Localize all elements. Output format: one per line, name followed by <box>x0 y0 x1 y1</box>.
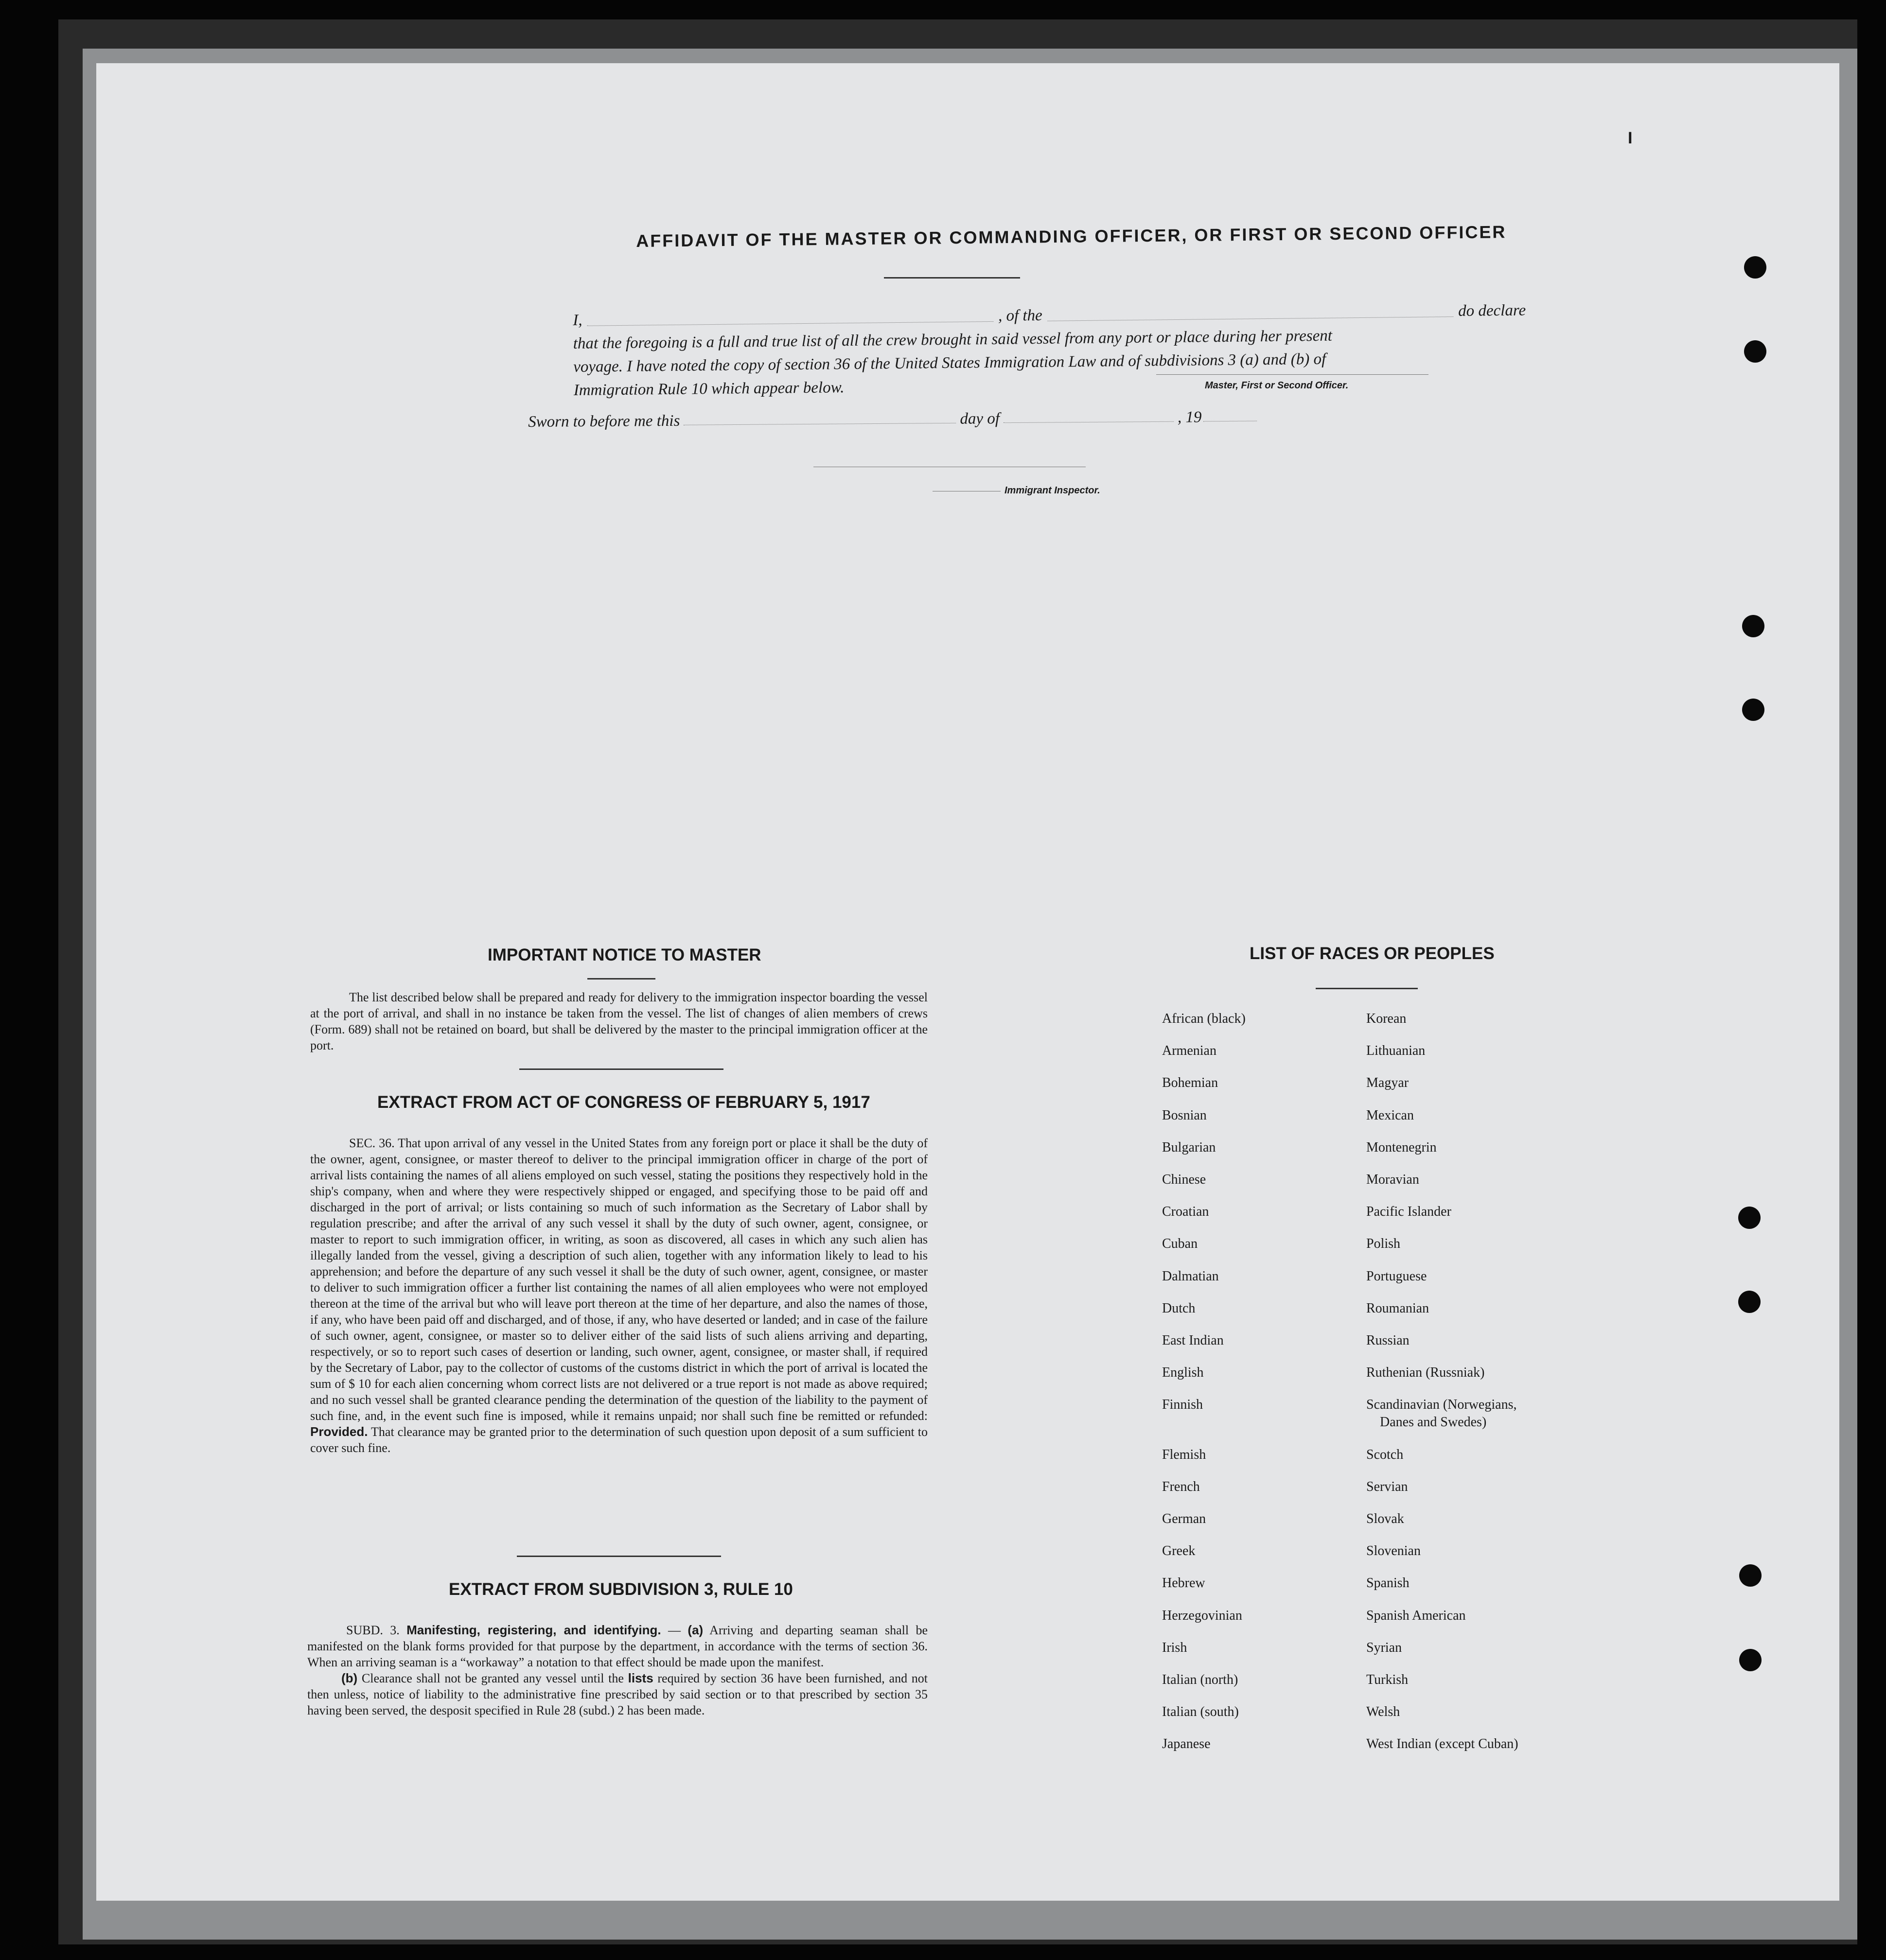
race-item: French <box>1162 1479 1200 1494</box>
rule10-b-text: required by section 36 have been furnished, and not then unless, notice of liability to the administrative fine prescribed by said section or to that prescribed by section 35 having been served, the desposit specified in Rule 28 (subd.) 2 has been made. <box>307 1671 928 1717</box>
declaration-of-the: , of the <box>998 306 1042 325</box>
notice-text <box>310 989 928 1053</box>
race-item: Croatian <box>1162 1204 1209 1220</box>
race-item: Flemish <box>1162 1447 1206 1462</box>
race-item: Hebrew <box>1162 1575 1205 1591</box>
binder-hole <box>1739 1564 1762 1587</box>
rule10-a-text: Arriving and departing seaman shall be manifested on the blank forms provided for that purpose by the department, in accordance with the terms of section 36. When an arriving seaman is a “workaway” a notation to that effect should be made upon the manifest. <box>307 1623 928 1669</box>
rule10-lists: lists <box>628 1671 653 1685</box>
sworn-month-field[interactable] <box>1004 409 1174 423</box>
race-item: Welsh <box>1366 1704 1400 1720</box>
act-text-end: That clearance may be granted prior to the determination of such question upon deposit of a sum sufficient to cover such fine. <box>310 1425 928 1455</box>
race-item: Russian <box>1366 1333 1410 1348</box>
rule10-text <box>307 1622 928 1718</box>
rule10-subd: SUBD. 3. <box>346 1623 400 1637</box>
race-item: Spanish <box>1366 1575 1410 1591</box>
sworn-start: Sworn to before me this <box>528 412 680 431</box>
race-item: Korean <box>1366 1011 1407 1026</box>
race-item: Syrian <box>1366 1640 1402 1655</box>
rule10-dash: — <box>668 1623 681 1637</box>
sworn-year-field[interactable] <box>1203 408 1257 422</box>
race-item: English <box>1162 1365 1204 1381</box>
race-item: Slovak <box>1366 1511 1404 1526</box>
rule10-paragraph-b <box>307 1670 928 1718</box>
rule10-b-start: Clearance shall not be granted any vessel until the <box>361 1671 624 1685</box>
declaration-line-2: that the foregoing is a full and true list of all the crew brought in said vessel from any port or place during her present <box>573 327 1333 352</box>
race-item: Pacific Islander <box>1366 1204 1451 1220</box>
race-item: Cuban <box>1162 1236 1198 1252</box>
races-title: LIST OF RACES OR PEOPLES <box>1250 944 1495 963</box>
race-item: Portuguese <box>1366 1268 1427 1284</box>
race-item: Ruthenian (Russniak) <box>1366 1365 1485 1381</box>
act-text-main: SEC. 36. That upon arrival of any vessel in the United States from any foreign port or place it shall be the duty of the owner, agent, consignee, or master thereof to deliver to the principal immigration officer in charge of the port of arrival lists containing the names of all aliens employed on such vessel, stating the positions they respectively hold in the ship's company, when and where they were respectively shipped or engaged, and specifying those to be paid off and discharged in the port of arrival; or lists containing so much of such information as the Secretary of Labor shall by regulation prescribe; and after the arrival of any such vessel it shall by the duty of such owner, agent, consignee, or master to report to such immigration officer, in writing, as soon as discovered, all cases in which any such alien has illegally landed from the vessel, giving a description of such alien, together with any information likely to lead to his apprehension; and before the departure of any such vessel it shall be the duty of such owner, agent, consignee, or master to deliver to such immigration officer a further list containing the names of all alien employees who were not employed thereon at the time of the arrival but who will leave port thereon at the time of her departure, and also the names of those, if any, who have been paid off and discharged, and of those, if any, who have deserted or landed; and in case of the failure of such owner, agent, consignee, or master so to deliver either of the said lists of such aliens arriving and departing, respectively, or so to report such cases of desertion or landing, such owner, agent, consignee, or master shall, if required by the Secretary of Labor, pay to the collector of customs of the customs district in which the port of arrival is located the sum of $ 10 for each alien concerning whom correct lists are not delivered or a true report is not made as above required; and no such vessel shall be granted clearance pending the determination of the question of the liability to the payment of such fine, and, in the event such fine is imposed, while it remains unpaid; nor shall such fine be remitted or refunded: <box>310 1136 928 1423</box>
race-item: Turkish <box>1366 1672 1409 1687</box>
binder-hole <box>1742 615 1764 637</box>
race-item: Montenegrin <box>1366 1139 1437 1155</box>
races-title-rule <box>1316 988 1418 989</box>
notice-divider <box>519 1068 723 1070</box>
race-item: Slovenian <box>1366 1543 1421 1559</box>
act-provided: Provided. <box>310 1424 368 1439</box>
race-item: Italian (south) <box>1162 1704 1239 1720</box>
sworn-year-prefix: , 19 <box>1177 408 1202 426</box>
master-signature-label: Master, First or Second Officer. <box>1205 380 1349 391</box>
races-list <box>1162 1011 1600 1789</box>
page-mark: I <box>1628 129 1633 147</box>
race-item: Moravian <box>1366 1172 1419 1187</box>
binder-hole <box>1738 1291 1761 1313</box>
race-item: Chinese <box>1162 1172 1206 1187</box>
race-item: Bohemian <box>1162 1075 1218 1091</box>
race-item: Bosnian <box>1162 1107 1207 1123</box>
binder-hole <box>1738 1207 1761 1229</box>
inspector-label: Immigrant Inspector. <box>1005 485 1100 496</box>
notice-title-rule <box>587 978 655 980</box>
rule10-paragraph-a <box>307 1622 928 1670</box>
act-paragraph <box>310 1135 928 1456</box>
binder-hole <box>1744 256 1766 279</box>
race-item: East Indian <box>1162 1333 1224 1348</box>
rule10-title: EXTRACT FROM SUBDIVISION 3, RULE 10 <box>449 1580 793 1599</box>
race-item: Magyar <box>1366 1075 1409 1091</box>
race-item: Spanish American <box>1366 1608 1466 1623</box>
race-item: Greek <box>1162 1543 1196 1559</box>
affidavit-title: AFFIDAVIT OF THE MASTER OR COMMANDING OFFICER, OR FIRST OR SECOND OFFICER <box>636 222 1507 251</box>
declaration-i: I, <box>573 311 582 329</box>
sworn-day-field[interactable] <box>684 410 956 425</box>
race-item: Dutch <box>1162 1300 1196 1316</box>
act-title: EXTRACT FROM ACT OF CONGRESS OF FEBRUARY 5, 1917 <box>377 1093 870 1112</box>
name-field[interactable] <box>587 304 993 326</box>
affidavit-title-rule <box>884 277 1020 279</box>
race-item: Servian <box>1366 1479 1408 1494</box>
rule10-bold-heading: Manifesting, registering, and identifying. <box>406 1623 661 1637</box>
race-item: Danes and Swedes) <box>1380 1415 1487 1430</box>
race-item: Scandinavian (Norwegians, <box>1366 1397 1517 1413</box>
affidavit-declaration <box>573 298 1527 402</box>
race-item: Japanese <box>1162 1736 1211 1752</box>
rule10-a: (a) <box>687 1623 704 1637</box>
race-item: Italian (north) <box>1162 1672 1238 1687</box>
race-item: Dalmatian <box>1162 1268 1219 1284</box>
race-item: Armenian <box>1162 1043 1216 1059</box>
master-signature-line[interactable] <box>1156 374 1428 375</box>
race-item: Roumanian <box>1366 1300 1429 1316</box>
race-item: German <box>1162 1511 1206 1526</box>
vessel-field[interactable] <box>1047 299 1453 321</box>
notice-title: IMPORTANT NOTICE TO MASTER <box>488 945 761 964</box>
declaration-line-4: Immigration Rule 10 which appear below. <box>573 379 845 399</box>
race-item: Herzegovinian <box>1162 1608 1242 1623</box>
sworn-line <box>528 407 1379 431</box>
race-item: Mexican <box>1366 1107 1414 1123</box>
race-item: Irish <box>1162 1640 1187 1655</box>
binder-hole <box>1742 699 1764 721</box>
declaration-do-declare: do declare <box>1458 301 1526 320</box>
race-item: Lithuanian <box>1366 1043 1426 1059</box>
race-item: Scotch <box>1366 1447 1404 1462</box>
document-page <box>96 63 1839 1901</box>
binder-hole <box>1739 1649 1762 1671</box>
race-item: Finnish <box>1162 1397 1203 1413</box>
declaration-line-3: voyage. I have noted the copy of section 36 of the United States Immigration Law and of subdivisions 3 (a) and (b) of <box>573 350 1326 376</box>
race-item: Polish <box>1366 1236 1401 1252</box>
rule10-b: (b) <box>341 1671 358 1685</box>
race-item: Bulgarian <box>1162 1139 1216 1155</box>
notice-paragraph: The list described below shall be prepared and ready for delivery to the immigration inspector boarding the vessel at the port of arrival, and shall in no instance be taken from the vessel. The list of changes of alien members of crews (Form. 689) shall not be retained on board, but shall be delivered by the master to the principal immigration officer at the port. <box>310 990 928 1052</box>
race-item: African (black) <box>1162 1011 1246 1026</box>
binder-hole <box>1744 340 1766 363</box>
race-item: West Indian (except Cuban) <box>1366 1736 1518 1752</box>
sworn-day-of: day of <box>960 410 1000 428</box>
act-text <box>310 1135 928 1456</box>
act-divider <box>517 1556 721 1557</box>
